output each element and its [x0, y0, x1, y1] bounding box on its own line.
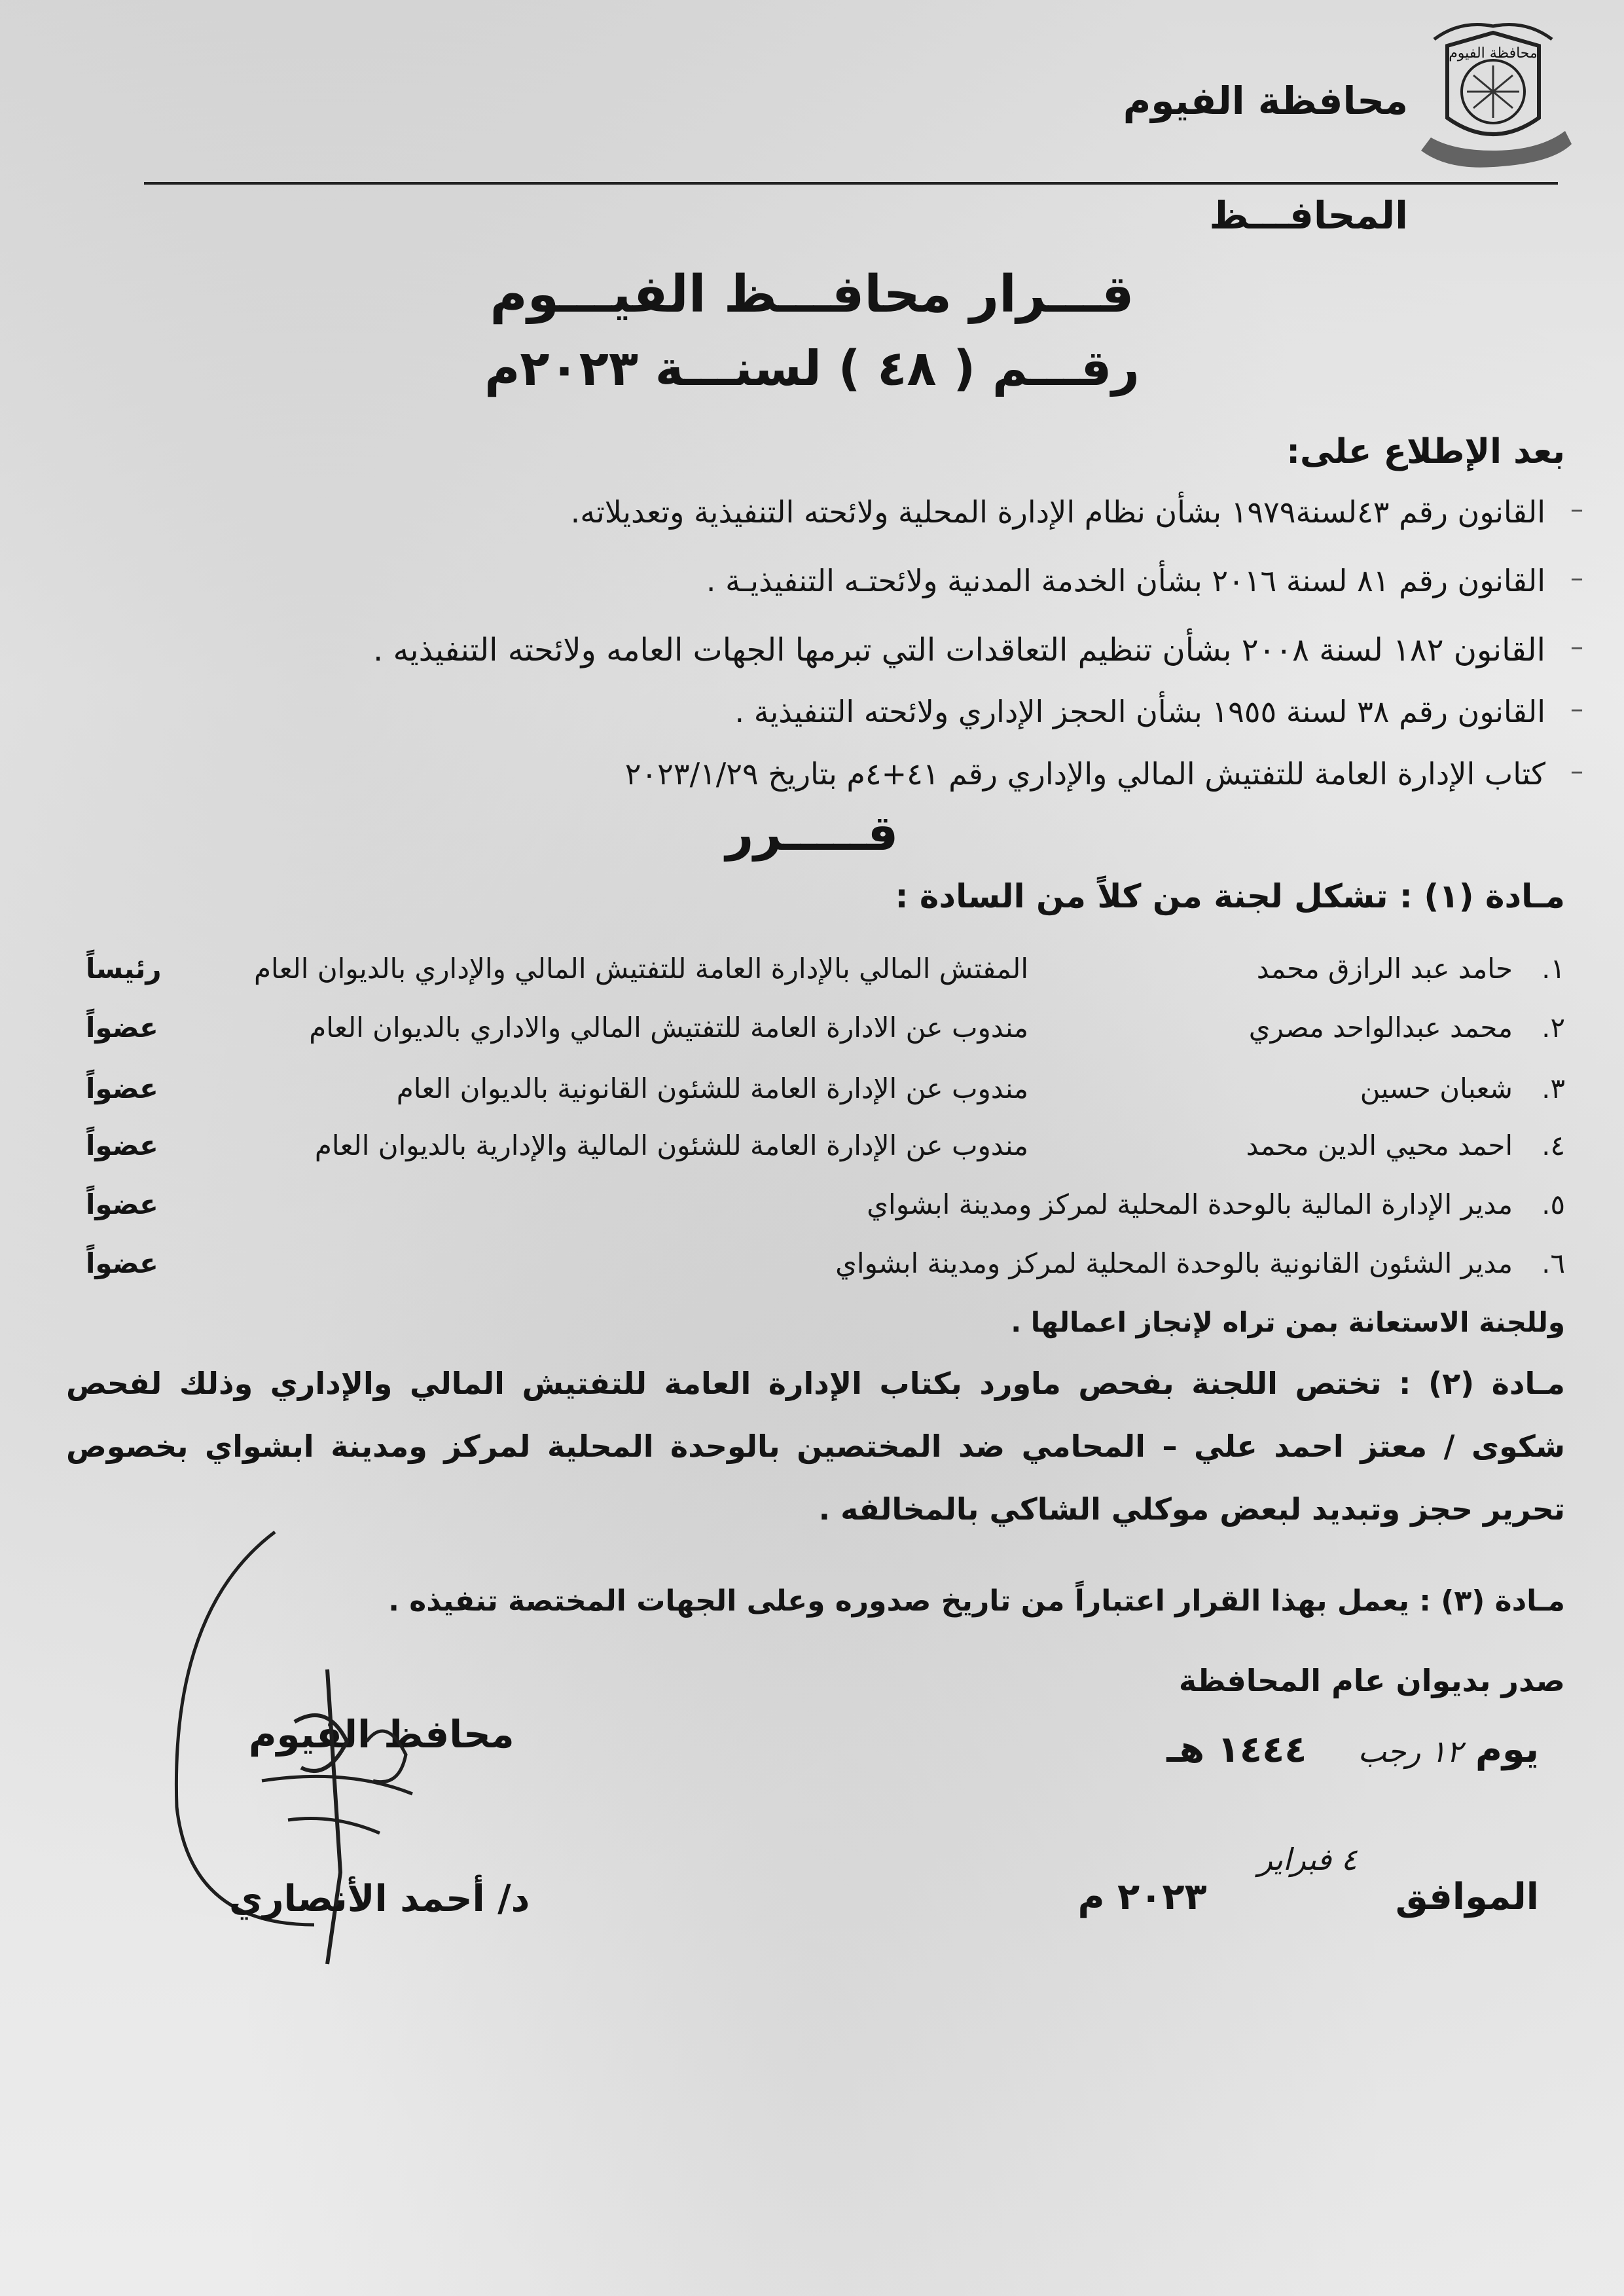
- gregorian-date: [1077, 1842, 1539, 1918]
- day-handwritten: ١٢ رجب: [1358, 1734, 1463, 1769]
- member-row: ٢. محمد عبدالواحد مصري مندوب عن الادارة العامة للتفتيش المالي والاداري بالديوان العام عضواً: [86, 1011, 1565, 1044]
- article-2: مـادة (٢) : تختص اللجنة بفحص ماورد بكتاب الإدارة العامة للتفتيش المالي والإداري وذلك لفحص شكوى / معتز احمد علي – المحامي ضد المختصين بالوحدة المحلية لمركز ومدينة ابشواي بخصوص تحرير حجز وتبديد لبعض موكلي الشاكي بالمخالفه .: [66, 1366, 1565, 1527]
- law-item: – القانون رقم ٨١ لسنة ٢٠١٦ بشأن الخدمة المدنية ولائحتـه التنفيذيـة .: [706, 563, 1583, 598]
- decree-title: قـــرار محافـــظ الفيـــوم: [490, 265, 1134, 324]
- law-item: – كتاب الإدارة العامة للتفتيش المالي والإداري رقم ٤١+٤م بتاريخ ٢٠٢٣/١/٢٩: [624, 756, 1583, 792]
- greg-year: ٢٠٢٣ م: [1077, 1876, 1207, 1918]
- law-item: – القانون ١٨٢ لسنة ٢٠٠٨ بشأن تنظيم التعاقدات التي تبرمها الجهات العامه ولائحته التنفيذيه .: [372, 632, 1583, 668]
- preamble-heading: بعد الإطلاع على:: [1286, 432, 1565, 471]
- member-row: ١. حامد عبد الرازق محمد المفتش المالي بالإدارة العامة للتفتيش المالي والإداري بالديوان العام رئيساً: [86, 953, 1565, 985]
- decided-heading: قـــــرر: [725, 805, 899, 862]
- signatory-name: د/ أحمد الأنصاري: [229, 1878, 530, 1920]
- governorate-logo-icon: [1408, 20, 1578, 177]
- header-divider: [144, 182, 1558, 185]
- law-item: – القانون رقم ٤٣لسنة١٩٧٩ بشأن نظام الإدارة المحلية ولائحته التنفيذية وتعديلاته.: [570, 494, 1583, 530]
- logo-text: محافظة الفيوم: [1449, 45, 1538, 62]
- decree-number: رقـــم ( ٤٨ ) لسنـــة ٢٠٢٣م: [484, 340, 1140, 397]
- greg-label: الموافق: [1395, 1876, 1539, 1918]
- office-title: المحافـــظ: [1209, 193, 1408, 238]
- law-item: – القانون رقم ٣٨ لسنة ١٩٥٥ بشأن الحجز الإداري ولائحته التنفيذية .: [734, 694, 1583, 729]
- hijri-year: ١٤٤٤ هـ: [1166, 1728, 1307, 1771]
- hijri-date: [1166, 1728, 1539, 1771]
- issued-at: صدر بديوان عام المحافظة: [1178, 1663, 1565, 1698]
- greg-handwritten: ٤ فبراير: [1257, 1842, 1358, 1877]
- governorate-name: محافظة الفيوم: [1123, 79, 1408, 123]
- assistance-note: وللجنة الاستعانة بمن تراه لإنجاز اعمالها .: [1011, 1306, 1565, 1338]
- member-row: ٣. شعبان حسين مندوب عن الإدارة العامة للشئون القانونية بالديوان العام عضواً: [86, 1072, 1565, 1104]
- member-row: ٤. احمد محيي الدين محمد مندوب عن الإدارة العامة للشئون المالية والإدارية بالديوان العام عضواً: [86, 1129, 1565, 1161]
- member-row: ٥. مدير الإدارة المالية بالوحدة المحلية لمركز ومدينة ابشواي عضواً: [86, 1188, 1565, 1220]
- article-3: مـادة (٣) : يعمل بهذا القرار اعتباراً من تاريخ صدوره وعلى الجهات المختصة تنفيذه .: [388, 1584, 1565, 1618]
- signatory-title: محافظ الفيوم: [249, 1712, 514, 1757]
- article-1-heading: مـادة (١) : تشكل لجنة من كلاً من السادة :: [895, 877, 1565, 915]
- day-label: يوم: [1475, 1728, 1539, 1771]
- member-row: ٦. مدير الشئون القانونية بالوحدة المحلية لمركز ومدينة ابشواي عضواً: [86, 1247, 1565, 1279]
